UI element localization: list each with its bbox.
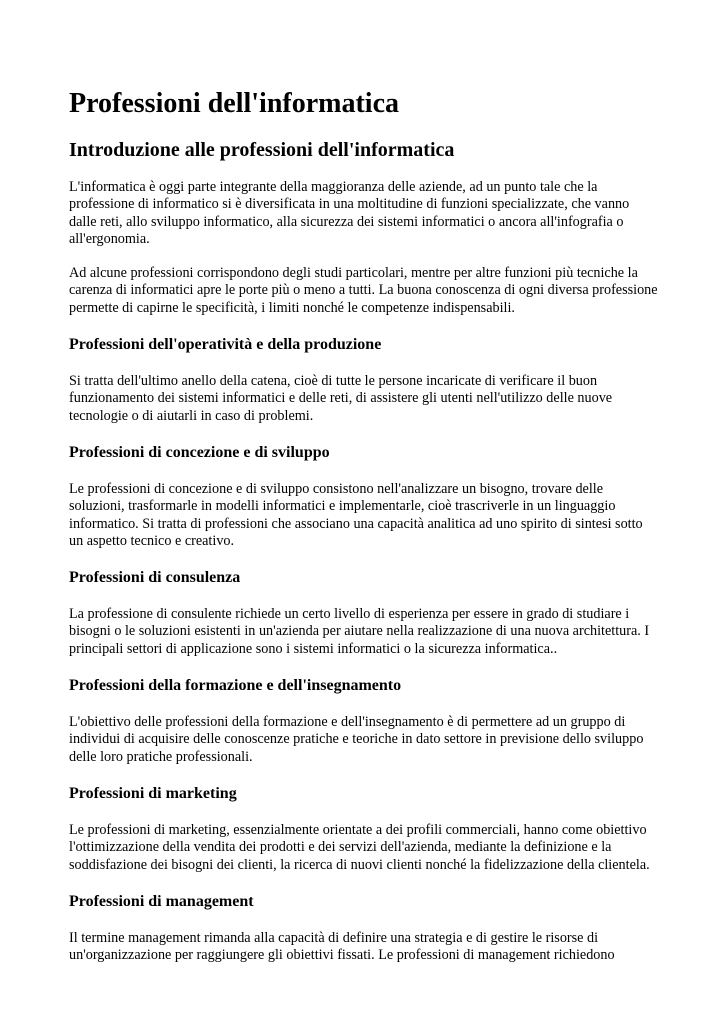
intro-heading: Introduzione alle professioni dell'informatica <box>69 139 455 161</box>
section-heading: Professioni di concezione e di sviluppo <box>69 443 330 461</box>
section-heading: Professioni di management <box>69 892 254 910</box>
section-paragraph: L'obiettivo delle professioni della formazione e dell'insegnamento è di permettere ad un gruppo di individui di acquisire delle conoscenze pratiche e teoriche in dato settore in previsione dello sviluppo delle loro pratiche professionali. <box>69 714 644 765</box>
section-heading: Professioni di consulenza <box>69 569 241 587</box>
section-paragraph: Il termine management rimanda alla capacità di definire una strategia e di gestire le risorse di un'organizzazione per raggiungere gli obiettivi fissati. Le professioni di management richiedono <box>69 929 615 964</box>
section-formazione <box>69 676 659 766</box>
document-page <box>69 88 659 964</box>
section-paragraph: Si tratta dell'ultimo anello della catena, cioè di tutte le persone incaricate di verificare il buon funzionamento dei sistemi informatici e delle reti, di assistere gli utenti nell'utilizzo delle nuove tecnologie o di aiutarli in caso di problemi. <box>69 373 613 424</box>
section-heading: Professioni di marketing <box>69 784 237 802</box>
intro-paragraph: L'informatica è oggi parte integrante della maggioranza delle aziende, ad un punto tale che la professione di informatico si è diversificata in una moltitudine di funzioni specializzate, che vanno dalle reti, allo sviluppo informatico, alla sicurezza dei sistemi informatici o ancora all'infografia o all'ergonomia. <box>69 179 630 247</box>
section-heading: Professioni dell'operatività e della produzione <box>69 336 382 354</box>
section-consulenza <box>69 568 659 658</box>
section-marketing <box>69 784 659 874</box>
page-title: Professioni dell'informatica <box>69 88 399 119</box>
section-paragraph: La professione di consulente richiede un certo livello di esperienza per essere in grado di studiare i bisogni o le soluzioni esistenti in un'azienda per aiutare nella realizzazione di una nuova architettura. I principali settori di applicazione sono i sistemi informatici o la sicurezza informatica.. <box>69 606 650 657</box>
section-paragraph: Le professioni di concezione e di sviluppo consistono nell'analizzare un bisogno, trovare delle soluzioni, trasformarle in modelli informatici e implementarle, cioè trascriverle in un linguaggio informatico. Si tratta di professioni che associano una capacità analitica ad uno spirito di sintesi sotto un aspetto tecnico e creativo. <box>69 480 643 549</box>
section-heading: Professioni della formazione e dell'insegnamento <box>69 677 402 695</box>
section-management <box>69 892 659 965</box>
section-operativita <box>69 335 659 425</box>
section-paragraph: Le professioni di marketing, essenzialmente orientate a dei profili commerciali, hanno come obiettivo l'ottimizzazione della vendita dei prodotti e dei servizi dell'azienda, mediante la definizione e la soddisfazione dei bisogni dei clienti, la ricerca di nuovi clienti nonché la fidelizzazione della clientela. <box>69 821 650 873</box>
section-concezione-sviluppo <box>69 443 659 550</box>
intro-paragraph: Ad alcune professioni corrispondono degli studi particolari, mentre per altre funzioni più tecniche la carenza di informatici apre le porte più o meno a tutti. La buona conoscenza di ogni diversa professione permette di capirne le specificità, i limiti nonché le competenze indispensabili. <box>69 265 658 316</box>
